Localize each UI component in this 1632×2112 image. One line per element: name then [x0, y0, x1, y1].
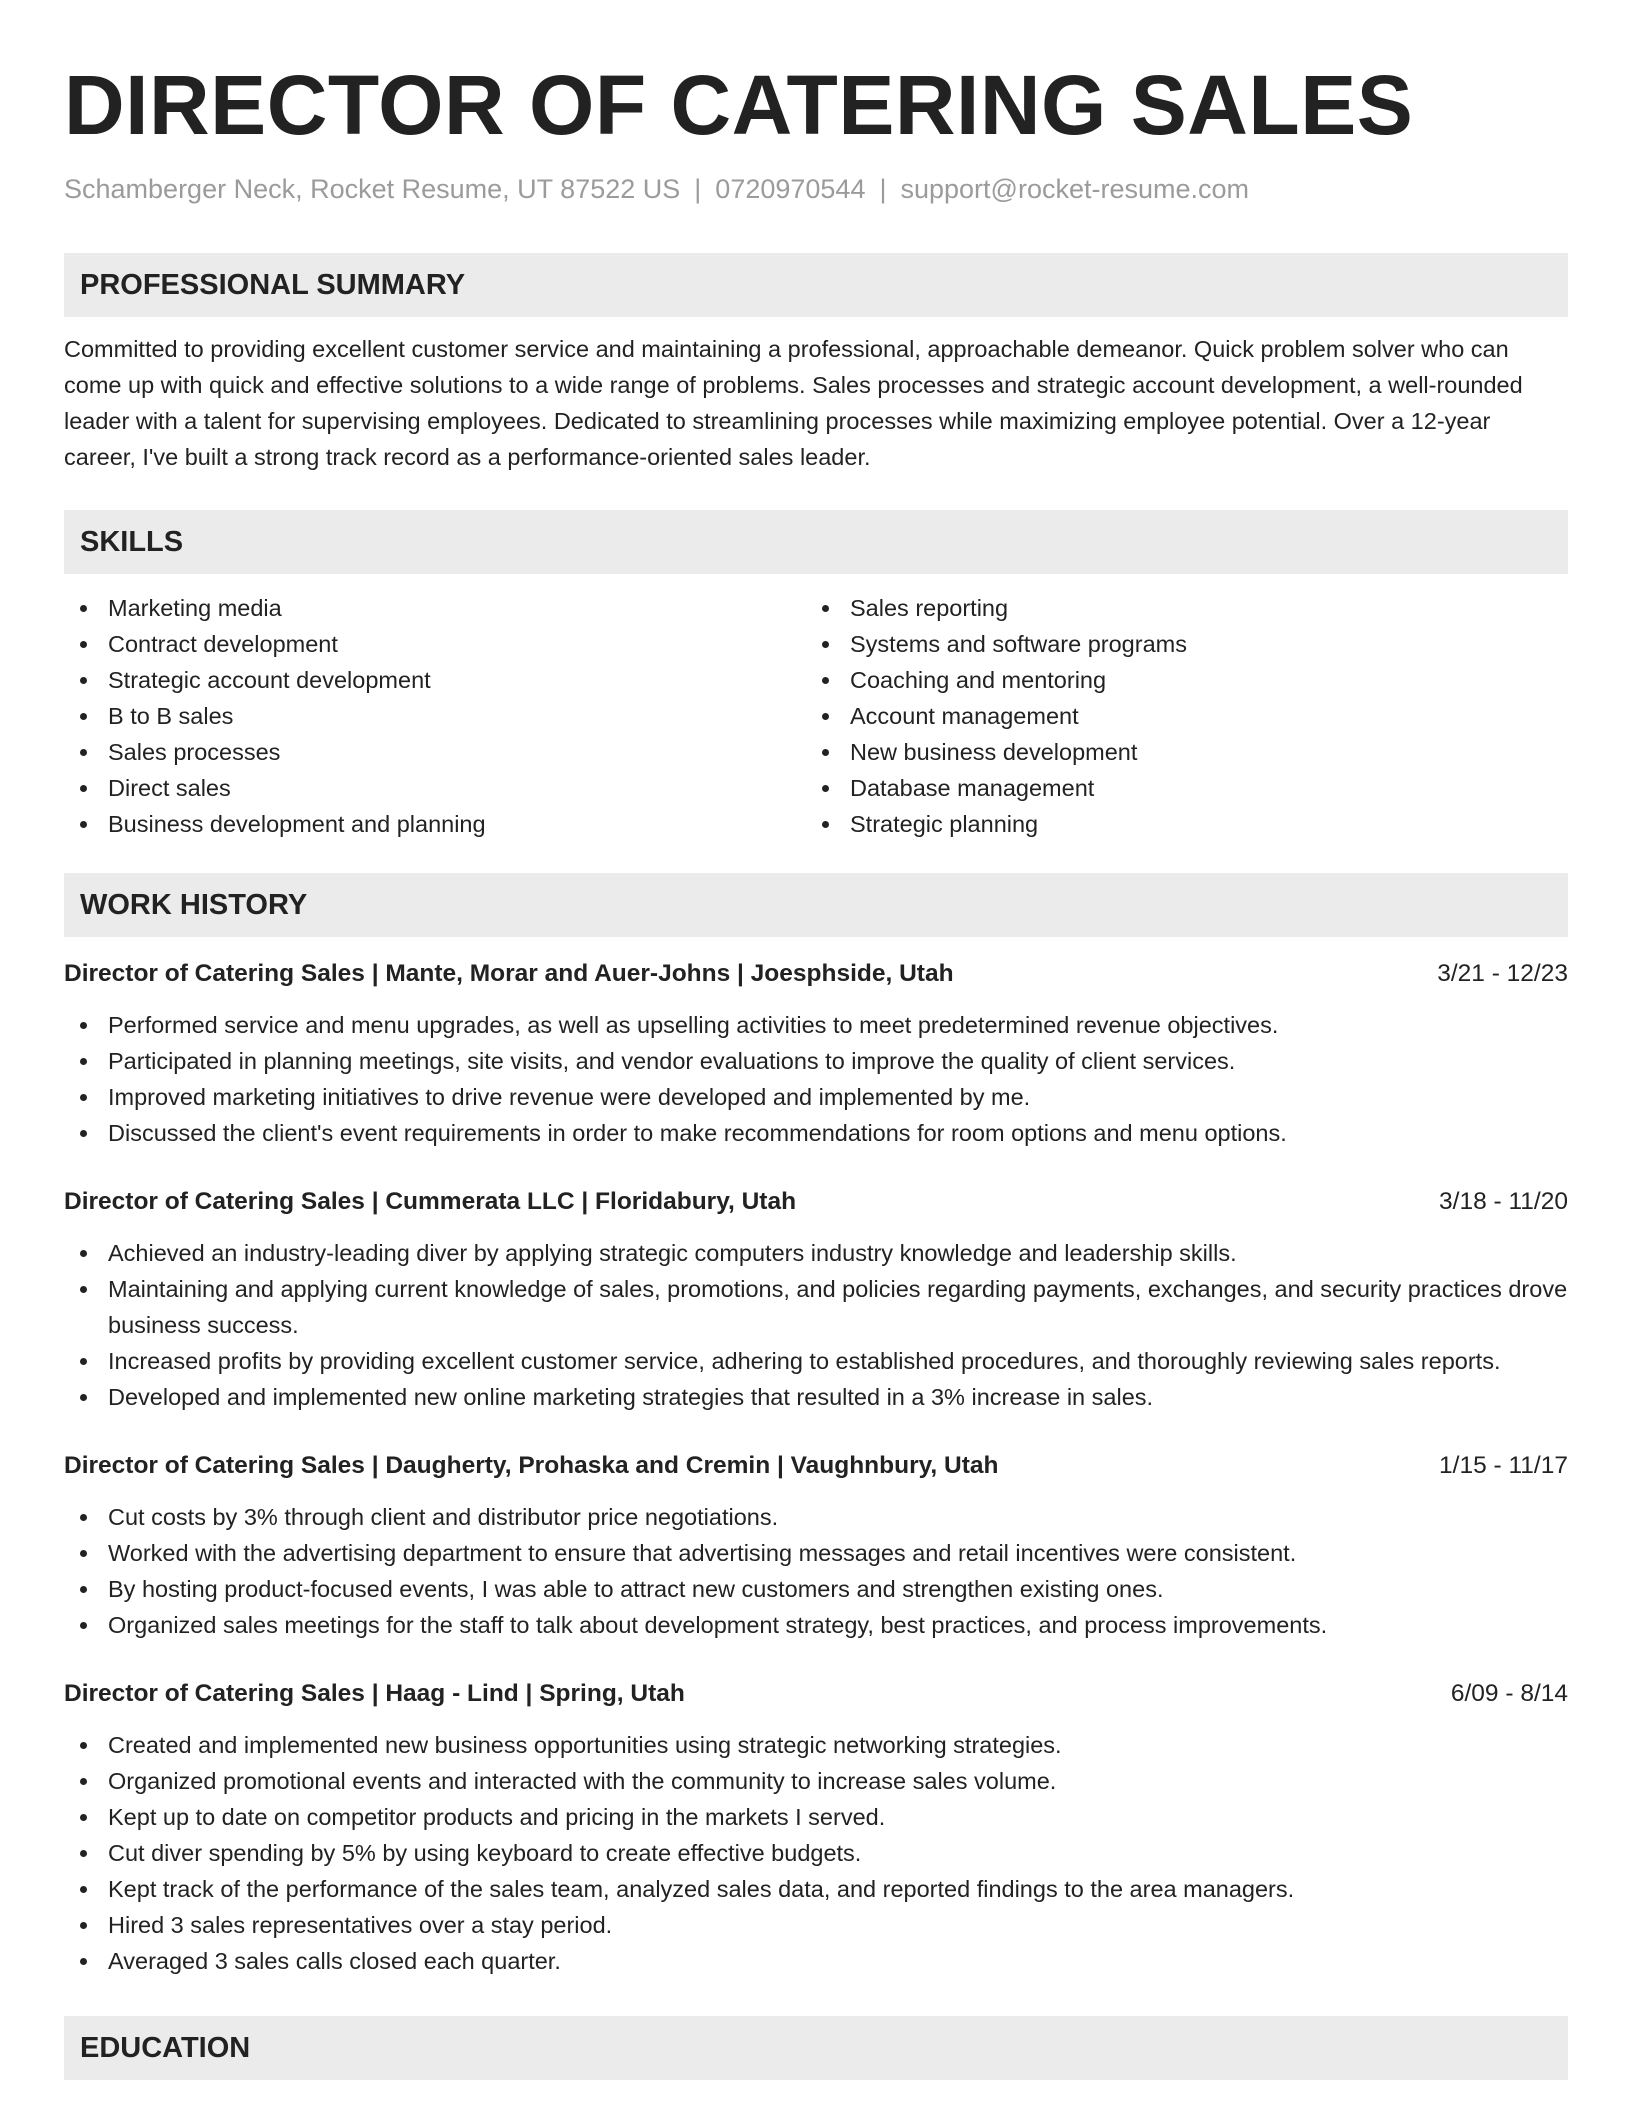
job-bullet: Averaged 3 sales calls closed each quarter. — [64, 1943, 1568, 1979]
contact-line — [64, 172, 1568, 206]
job-dates: 3/21 - 12/23 — [1437, 960, 1568, 987]
skill-item: Direct sales — [64, 770, 806, 806]
skill-item: Sales processes — [64, 734, 806, 770]
job-title: Director of Catering Sales | Cummerata LLC | Floridabury, Utah — [64, 1188, 797, 1215]
job-bullet: Participated in planning meetings, site visits, and vendor evaluations to improve the quality of client services. — [64, 1043, 1568, 1079]
job-bullets — [64, 1007, 1568, 1151]
section-heading-skills: SKILLS — [64, 510, 1568, 574]
skills-column-left — [64, 590, 806, 842]
job-bullet: Maintaining and applying current knowledge of sales, promotions, and policies regarding payments, exchanges, and security practices drove business success. — [64, 1271, 1568, 1343]
skill-item: Strategic account development — [64, 662, 806, 698]
job-entry — [64, 1449, 1568, 1643]
job-bullet: Worked with the advertising department to ensure that advertising messages and retail incentives were consistent. — [64, 1535, 1568, 1571]
job-dates: 3/18 - 11/20 — [1439, 1188, 1568, 1215]
skill-item: Strategic planning — [806, 806, 1548, 842]
job-entry — [64, 1185, 1568, 1415]
skill-item: Account management — [806, 698, 1548, 734]
job-header — [64, 957, 1568, 991]
contact-separator: | — [694, 174, 702, 204]
skill-item: Systems and software programs — [806, 626, 1548, 662]
resume-title: DIRECTOR OF CATERING SALES — [64, 58, 1414, 152]
job-bullets — [64, 1235, 1568, 1415]
section-heading-summary: PROFESSIONAL SUMMARY — [64, 253, 1568, 317]
job-bullet: Discussed the client's event requirements in order to make recommendations for room options and menu options. — [64, 1115, 1568, 1151]
skill-item: B to B sales — [64, 698, 806, 734]
job-entry — [64, 957, 1568, 1151]
job-bullet: By hosting product-focused events, I was able to attract new customers and strengthen existing ones. — [64, 1571, 1568, 1607]
section-heading-work-history: WORK HISTORY — [64, 873, 1568, 937]
skill-item: Contract development — [64, 626, 806, 662]
skill-item: Marketing media — [64, 590, 806, 626]
contact-email: support@rocket-resume.com — [900, 174, 1250, 204]
section-heading-education: EDUCATION — [64, 2016, 1568, 2080]
skills-column-right — [806, 590, 1548, 842]
contact-phone: 0720970544 — [715, 174, 866, 204]
job-title: Director of Catering Sales | Mante, Morar and Auer-Johns | Joesphside, Utah — [64, 960, 954, 987]
job-bullet: Achieved an industry-leading diver by applying strategic computers industry knowledge and leadership skills. — [64, 1235, 1568, 1271]
skill-item: Coaching and mentoring — [806, 662, 1548, 698]
job-bullet: Cut diver spending by 5% by using keyboard to create effective budgets. — [64, 1835, 1568, 1871]
skill-item: Database management — [806, 770, 1548, 806]
job-bullet: Increased profits by providing excellent customer service, adhering to established procedures, and thoroughly reviewing sales reports. — [64, 1343, 1568, 1379]
contact-separator: | — [879, 174, 887, 204]
job-bullet: Organized sales meetings for the staff to talk about development strategy, best practices, and process improvements. — [64, 1607, 1568, 1643]
job-header — [64, 1677, 1568, 1711]
job-title: Director of Catering Sales | Daugherty, Prohaska and Cremin | Vaughnbury, Utah — [64, 1452, 999, 1479]
job-bullets — [64, 1727, 1568, 1979]
skill-item: New business development — [806, 734, 1548, 770]
skills-list — [64, 590, 1568, 842]
job-entry — [64, 1677, 1568, 1979]
job-bullet: Cut costs by 3% through client and distributor price negotiations. — [64, 1499, 1568, 1535]
job-bullet: Performed service and menu upgrades, as well as upselling activities to meet predetermined revenue objectives. — [64, 1007, 1568, 1043]
job-title: Director of Catering Sales | Haag - Lind | Spring, Utah — [64, 1680, 685, 1707]
resume-page — [64, 0, 1568, 2080]
job-bullet: Kept track of the performance of the sales team, analyzed sales data, and reported findings to the area managers. — [64, 1871, 1568, 1907]
skill-item: Business development and planning — [64, 806, 806, 842]
job-header — [64, 1449, 1568, 1483]
job-bullet: Created and implemented new business opportunities using strategic networking strategies. — [64, 1727, 1568, 1763]
job-bullet: Improved marketing initiatives to drive revenue were developed and implemented by me. — [64, 1079, 1568, 1115]
skill-item: Sales reporting — [806, 590, 1548, 626]
job-dates: 6/09 - 8/14 — [1450, 1680, 1568, 1707]
job-dates: 1/15 - 11/17 — [1439, 1452, 1568, 1479]
job-bullet: Hired 3 sales representatives over a stay period. — [64, 1907, 1568, 1943]
contact-address: Schamberger Neck, Rocket Resume, UT 87522 US — [64, 174, 681, 204]
job-bullets — [64, 1499, 1568, 1643]
job-bullet: Kept up to date on competitor products and pricing in the markets I served. — [64, 1799, 1568, 1835]
job-bullet: Developed and implemented new online marketing strategies that resulted in a 3% increase in sales. — [64, 1379, 1568, 1415]
summary-paragraph: Committed to providing excellent customer service and maintaining a professional, approachable demeanor. Quick problem solver who can come up with quick and effective solutions to a wide range of problems. Sales processes and strategic account development, a well-rounded leader with a talent for supervising employees. Dedicated to streamlining processes while maximizing employee potential. Over a 12-year career, I've built a strong track record as a performance-oriented sales leader. — [64, 336, 1523, 470]
job-header — [64, 1185, 1568, 1219]
job-bullet: Organized promotional events and interacted with the community to increase sales volume. — [64, 1763, 1568, 1799]
